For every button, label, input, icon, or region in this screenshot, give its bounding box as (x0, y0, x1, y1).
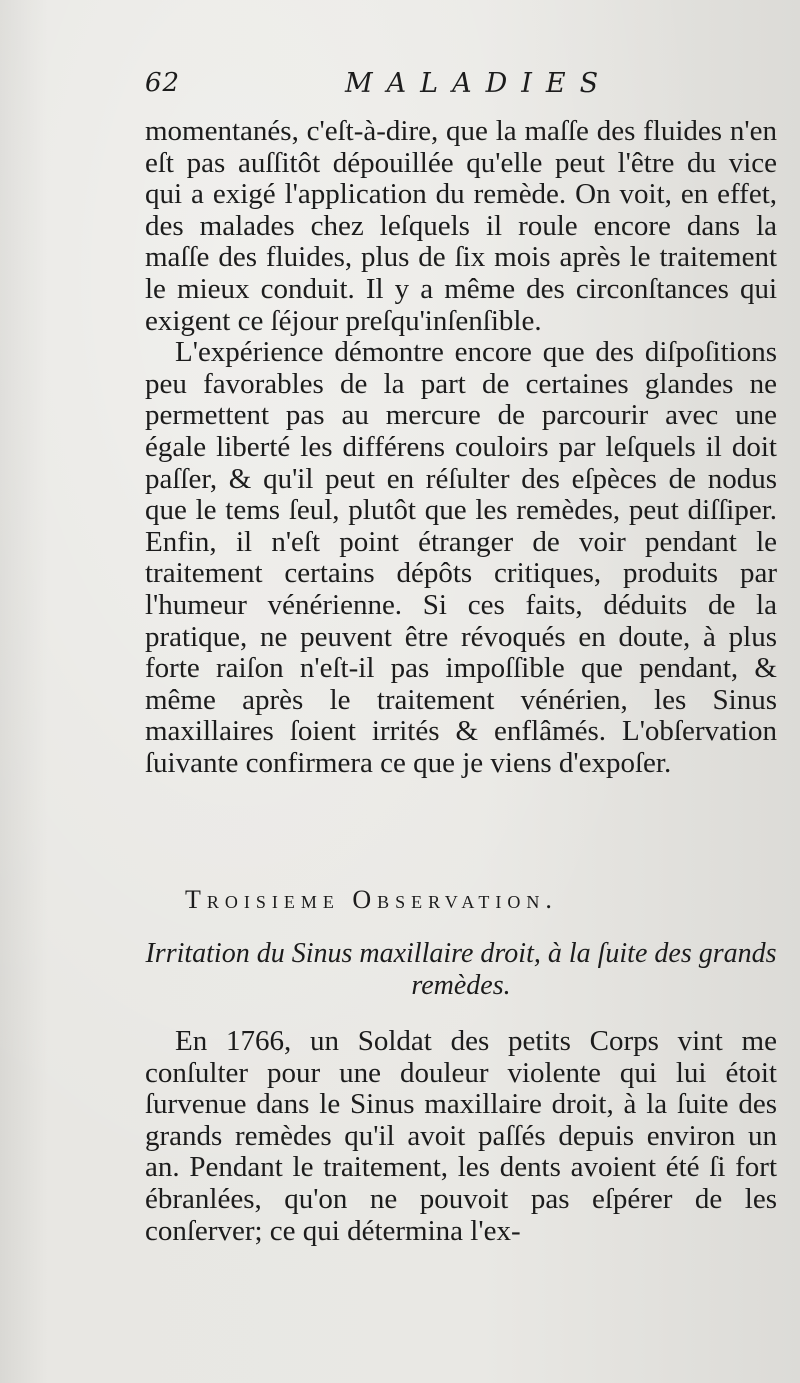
paragraph-experience: L'expérience démontre encore que des diſpoſitions peu favorables de la part de certaines glandes ne permettent pas au mercure de parcourir avec une égale liberté les différens couloirs par leſquels il doit paſſer, & qu'il peut en réſulter des eſpèces de nodus que le tems ſeul, plutôt que les remèdes, peut diſſiper. Enfin, il n'eſt point étranger de voir pendant le traitement certains dépôts critiques, produits par l'humeur vénérienne. Si ces faits, déduits de la pratique, ne peuvent être révoqués en doute, à plus forte raiſon n'eſt-il pas impoſſible que pendant, & même après le traitement vénérien, les Sinus maxillaires ſoient irrités & enflâmés. L'obſervation ſuivante confirmera ce que je viens d'expoſer. (145, 336, 777, 779)
paragraph-continuation: momentanés, c'eſt-à-dire, que la maſſe des fluides n'en eſt pas auſſitôt dépouillée qu'elle peut l'être du vice qui a exigé l'application du remède. On voit, en effet, des malades chez leſquels il roule encore dans la maſſe des fluides, plus de ſix mois après le traitement le mieux conduit. Il y a même des circonſtances qui exigent ce ſéjour preſqu'inſenſible. (145, 115, 777, 337)
section-title: Troisieme Observation. (185, 885, 558, 914)
page-header (145, 68, 755, 108)
observation-subtitle: Irritation du Sinus maxillaire droit, à la ſuite des grands remèdes. (145, 938, 777, 1001)
paragraph-case-1766: En 1766, un Soldat des petits Corps vint me conſulter pour une douleur violente qui lui étoit ſurvenue dans le Sinus maxillaire droit, à la ſuite des grands remèdes qu'il avoit paſſés depuis environ un an. Pendant le traitement, les dents avoient été ſi fort ébranlées, qu'on ne pouvoit pas eſpérer de les conſerver; ce qui détermina l'ex- (145, 1025, 777, 1247)
observation-text (145, 1026, 777, 1247)
body-text (145, 116, 777, 779)
page-number: 62 (145, 68, 181, 98)
running-head: MALADIES (345, 68, 613, 99)
